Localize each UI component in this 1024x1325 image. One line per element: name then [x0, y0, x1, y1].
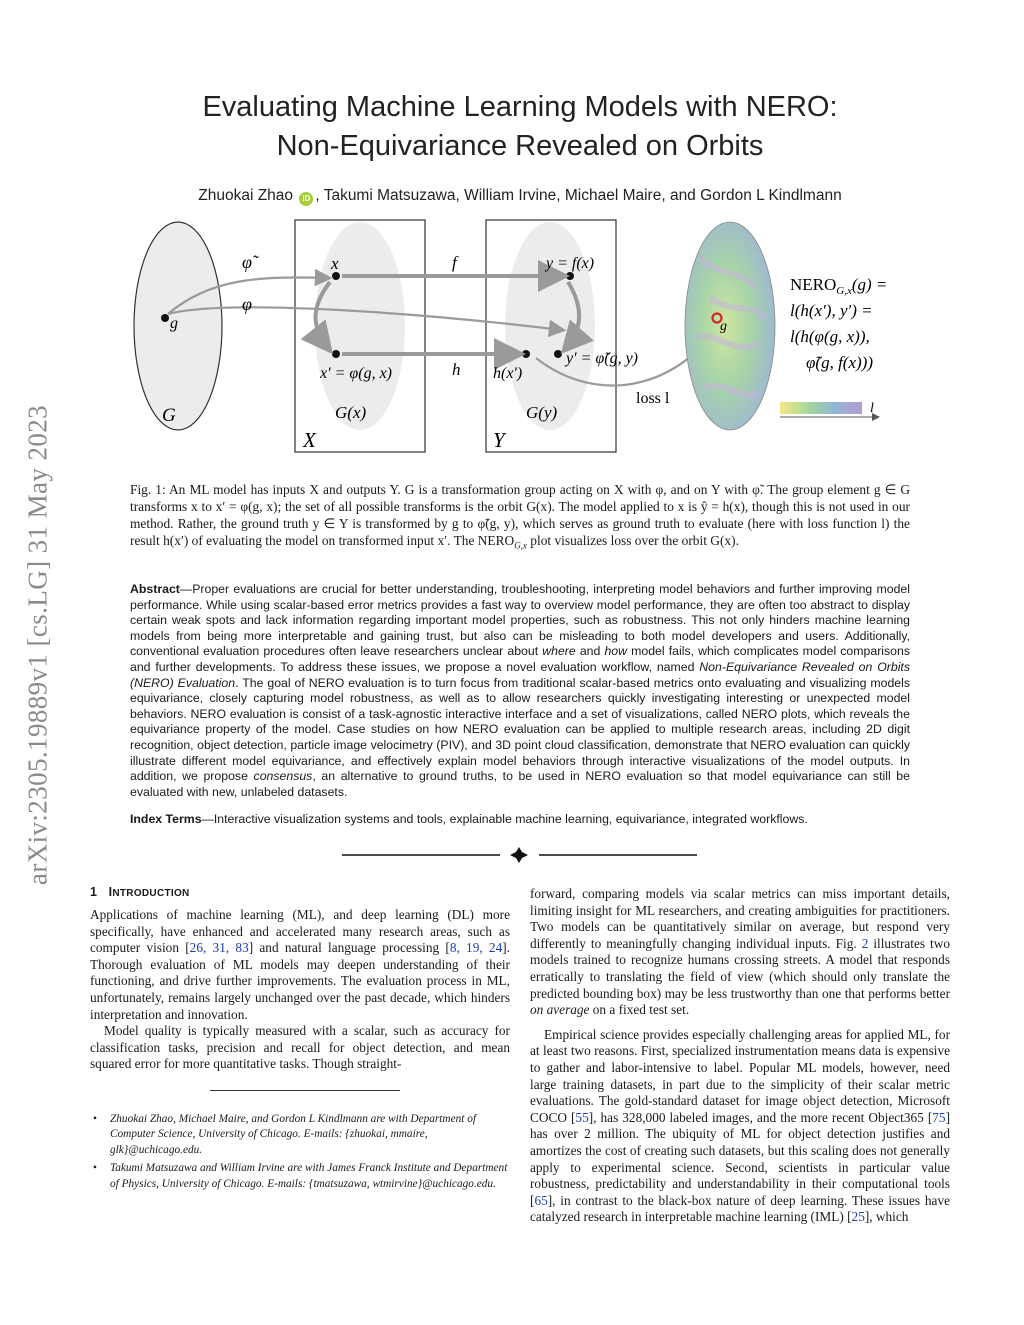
label-f: f	[452, 253, 457, 272]
body-column-left	[90, 907, 510, 1073]
point-g	[161, 314, 169, 322]
point-xprime	[332, 350, 340, 358]
label-y: y = f(x)	[546, 255, 595, 272]
section-name-rest: NTRODUCTION	[112, 888, 190, 899]
title-line-2: Non-Equivariance Revealed on Orbits	[276, 130, 764, 162]
abstract-consensus: consensus	[253, 769, 313, 784]
caption-tail: plot visualizes loss over the orbit G(x).	[526, 533, 739, 548]
paragraph: Empirical science provides especially challenging areas for applied ML, for at least two reasons. First, specialized instrumentation means data is expensive to gather and labor-intensive to label. Popular ML models, however, need large training datasets, in part due to the simplicity of their scalar metric evaluations. The gold-standard dataset for image object detection, Microsoft COCO [55], has 328,000 labeled images, and the more recent Object365 [75] has over 2 million. The ubiquity of ML for object detection justifies and amortizes the cost of creating such datasets, but this scaling does not generally apply to experimental science. Second, scientists in particular value robustness, predictability and understandability in their computational tools [65], in contrast to the black-box nature of deep learning. These issues have catalyzed research in interpretable machine learning (IML) [25], which	[530, 1026, 950, 1225]
abstract	[130, 582, 910, 800]
footnote: • Takumi Matsuzawa and William Irvine are with James Franck Institute and Department of Physics, University of Chicago. E-mails: {tmatsuzawa, wtmirvine}@uchicago.edu.	[93, 1162, 508, 1190]
caption-text: An ML model has inputs X and outputs Y. G is a transformation group acting on X with φ, and on Y with φ̃. The group element g ∈ G transforms x to x′ = φ(g, x); the set of all possible transforms is the orbit G(x). The model applied to x is ŷ = h(x), though this is not used in our method. Rather, the ground truth y ∈ Y is transformed by g to φ̃(g, y), which serves as ground truth to evaluate (here with loss function l) the result h(x′) of evaluating the model on transformed input x′. The NERO	[130, 482, 910, 548]
label-yprime: y′ = φ̃(g, y)	[566, 350, 639, 367]
label-g-nero: g	[720, 319, 727, 334]
citation-link[interactable]: 55	[575, 1109, 589, 1125]
body-column-right	[530, 886, 950, 1226]
label-g: g	[170, 315, 178, 332]
section-name-first: I	[108, 885, 113, 899]
paragraph: Model quality is typically measured with a scalar, such as accuracy for classification tasks, precision and recall for object detection, and mean squared error for more quantitative tasks. Though straight-	[90, 1023, 510, 1072]
abstract-text-2: model fails, which complicates model comparisons and further developments. To address these issues, we propose a novel evaluation workflow, named	[130, 644, 910, 674]
caption-sub: G,x	[514, 540, 527, 551]
abstract-and: and	[575, 644, 605, 659]
author-rest: , Takumi Matsuzawa, William Irvine, Michael Maire, and Gordon L Kindlmann	[315, 187, 842, 204]
label-Gx: G(x)	[335, 403, 367, 422]
section-heading-introduction	[90, 885, 190, 899]
index-terms-label: Index Terms	[130, 812, 202, 826]
index-terms-text: —Interactive visualization systems and tools, explainable machine learning, equivariance, integrated workflows.	[201, 812, 808, 826]
figure-1-caption	[130, 481, 910, 555]
orcid-icon[interactable]: iD	[299, 192, 313, 206]
label-loss: loss l	[636, 390, 670, 407]
figure-link[interactable]: 2	[861, 935, 869, 951]
label-x: x	[331, 254, 339, 273]
label-xprime: x′ = φ(g, x)	[320, 365, 393, 382]
paper-title	[130, 88, 910, 166]
label-phi-tilde: φ̃	[242, 252, 252, 272]
label-X: X	[303, 428, 316, 452]
nero-formula-line2: l(h(x′), y′) =	[790, 301, 873, 320]
author-first: Zhuokai Zhao	[198, 187, 294, 204]
abstract-where: where	[542, 644, 576, 659]
nero-plot-ellipse	[685, 222, 775, 430]
label-Y: Y	[493, 428, 505, 452]
footnote-rule	[210, 1090, 400, 1091]
nero-formula-line4: φ̃(g, f(x)))	[806, 353, 873, 372]
section-divider	[342, 845, 697, 865]
caption-lead: Fig. 1:	[130, 482, 166, 497]
citation-link[interactable]: 8, 19, 24	[449, 940, 503, 956]
abstract-nero-name: Non-Equivariance Revealed on Orbits (NERO) Evaluation	[130, 659, 910, 690]
label-Gy: G(y)	[526, 403, 558, 422]
abstract-text-4: , an alternative to ground truths, to be used in NERO evaluation so that model equivariance can still be evaluated with new, unlabeled datasets.	[130, 769, 910, 799]
arxiv-id: arXiv:2305.19889v1 [cs.LG] 31 May 2023	[22, 404, 53, 886]
citation-link[interactable]: 25	[851, 1209, 865, 1225]
footnote: • Zhuokai Zhao, Michael Maire, and Gordon L Kindlmann are with Department of Computer Science, University of Chicago. E-mails: {zhuokai, mmaire, glk}@uchicago.edu.	[93, 1113, 476, 1156]
orbit-Gx-ellipse	[315, 222, 405, 430]
index-terms	[130, 812, 910, 826]
figure-1-diagram	[130, 218, 910, 458]
title-line-1: Evaluating Machine Learning Models with NERO:	[202, 91, 838, 123]
section-number: 1	[90, 885, 98, 899]
paragraph: forward, comparing models via scalar metrics can miss important details, limiting insight for ML researchers, and creating ambiguities for practitioners. Two models can be quantitatively similar on average, but respond very differently to meaningfully changing individual inputs. Fig. 2 illustrates two models trained to recognize humans crossing streets. A model that responds erratically to translating the field of view (which should only translate the predicted bounding box) may be less trustworthy than one that performs better on average on a fixed test set.	[530, 886, 950, 1018]
nero-colorbar	[780, 402, 862, 414]
nero-formula-line1: $NERO_{G,x}(g)$ =	[790, 275, 888, 297]
nero-formula-line3: l(h(φ(g, x)),	[790, 327, 870, 346]
label-h: h	[452, 360, 461, 379]
author-list	[120, 187, 920, 206]
footnotes	[90, 1112, 510, 1195]
abstract-label: Abstract	[130, 582, 180, 596]
label-phi: φ	[242, 294, 252, 314]
point-hx	[522, 350, 530, 358]
citation-link[interactable]: 26, 31, 83	[189, 940, 249, 956]
abstract-text-1: —Proper evaluations are crucial for better understanding, troubleshooting, interpreting model behaviors and further improving model performance. While using scalar-based error metrics provides a fast way to overview model performance, they are often too abstract to display certain weak spots and lack information regarding important model properties, such as robustness. This not only hinders machine learning models from being more interpretable and gaining trust, but also can be misleading to both model developers and users. Additionally, conventional evaluation procedures often leave researchers unclear about	[130, 582, 910, 659]
abstract-text-3: . The goal of NERO evaluation is to turn focus from traditional scalar-based metrics onto evaluating and visualizing models equivariance, closely capturing model robustness, as well as to allow researchers quickly investigating interesting or unexpected model behaviors. NERO evaluation is consist of a task-agnostic interactive interface and a set of visualizations, called NERO plots, which reveals the equivariance property of the model. Case studies on how NERO evaluation can be applied to multiple research areas, including 2D digit recognition, object detection, particle image velocimetry (PIV), and 3D point cloud classification, demonstrate that NERO evaluation can quickly illustrate different model equivariance, and effectively explain model behaviors through interactive visualizations of the model outputs. In addition, we propose	[130, 675, 911, 784]
point-y	[566, 272, 574, 280]
group-G-ellipse	[134, 222, 222, 430]
citation-link[interactable]: 75	[932, 1109, 946, 1125]
citation-link[interactable]: 65	[534, 1192, 548, 1208]
arxiv-sidebar	[8, 345, 68, 945]
abstract-how: how	[604, 644, 628, 659]
label-hx: h(x′)	[493, 365, 523, 382]
label-G: G	[162, 405, 176, 426]
paragraph: Applications of machine learning (ML), and deep learning (DL) more specifically, have enhanced and accelerated many research areas, such as computer vision [26, 31, 83] and natural language processing [8, 19, 24]. Thorough evaluation of ML models may deepen understanding of their functioning, and drive further improvements. The evaluation process in ML, unfortunately, remains largely unchanged over the past decade, which hinders interpretation and innovation.	[90, 907, 510, 1022]
point-x	[332, 272, 340, 280]
point-yprime	[554, 350, 562, 358]
colorbar-label: l	[870, 401, 874, 416]
